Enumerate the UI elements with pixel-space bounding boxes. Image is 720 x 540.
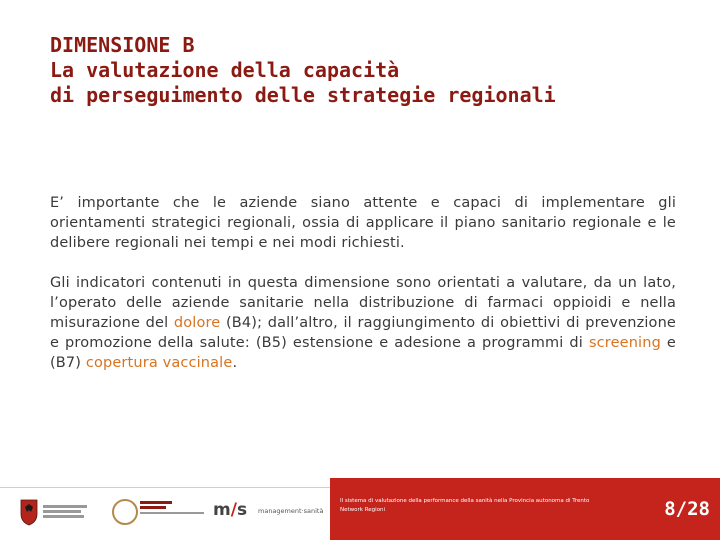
provincia-logo-text bbox=[43, 505, 103, 518]
ms-logo-m: m bbox=[213, 500, 231, 520]
footer-caption bbox=[340, 497, 640, 515]
paragraph-2-text-d: . bbox=[232, 355, 238, 371]
page-number: 8/28 bbox=[664, 498, 710, 520]
paragraph-2-text-b: (B4); dall’altro, il raggiungimento di obiettivi di prevenzione e promozione della salute: (B5) estensione e adesione a programmi di bbox=[50, 315, 676, 351]
footer-caption-line-2: Network Regioni bbox=[340, 507, 386, 513]
management-sanita-label: management·sanità bbox=[258, 507, 324, 515]
paragraph-2-text-a: Gli indicatori contenuti in questa dimensione sono orientati a valutare, da un lato, l’operato delle aziende sanitarie nella distribuzione di farmaci oppioidi e nella misurazione del bbox=[50, 275, 676, 331]
paragraph-2-text-c: e (B7) bbox=[50, 335, 676, 371]
highlight-dolore: dolore bbox=[173, 315, 221, 331]
title-line-2: La valutazione della capacità bbox=[50, 58, 400, 82]
title-line-3: di perseguimento delle strategie regionali bbox=[50, 83, 556, 107]
slide-title bbox=[50, 33, 690, 108]
footer-caption-line-1: Il sistema di valutazione della performance della sanità nella Provincia autonoma di Trento bbox=[340, 498, 590, 504]
ms-logo-slash: / bbox=[230, 500, 237, 520]
title-line-1: DIMENSIONE B bbox=[50, 33, 195, 57]
highlight-copertura-vaccinale: copertura vaccinale bbox=[85, 355, 233, 371]
highlight-screening: screening bbox=[588, 335, 661, 351]
santanna-logo bbox=[112, 499, 138, 525]
santanna-logo-text bbox=[140, 501, 204, 514]
ms-logo-s: s bbox=[236, 500, 248, 520]
paragraph-2 bbox=[50, 273, 676, 373]
provincia-crest-logo bbox=[20, 498, 38, 526]
management-sanita-logo bbox=[213, 500, 247, 520]
paragraph-1: E’ importante che le aziende siano attente e capaci di implementare gli orientamenti strategici regionali, ossia di applicare il piano sanitario regionale e le delibere regionali nei tempi e nei modi richiesti. bbox=[50, 195, 676, 251]
